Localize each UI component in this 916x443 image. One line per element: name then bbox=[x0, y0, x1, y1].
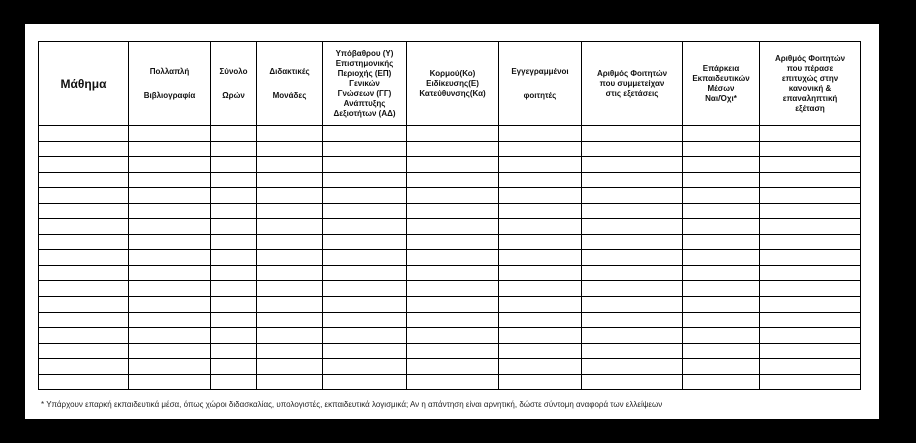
course-data-table bbox=[38, 41, 861, 390]
table-cell[interactable] bbox=[39, 265, 129, 281]
table-cell[interactable] bbox=[407, 328, 499, 344]
header-text: Υπόβαθρου (Υ) bbox=[335, 48, 394, 58]
table-cell[interactable] bbox=[211, 203, 257, 219]
table-row bbox=[39, 297, 861, 313]
table-cell[interactable] bbox=[129, 343, 211, 359]
table-cell[interactable] bbox=[257, 157, 323, 173]
table-cell[interactable] bbox=[407, 126, 499, 142]
table-cell[interactable] bbox=[683, 359, 760, 375]
header-cell bbox=[211, 42, 257, 126]
table-cell[interactable] bbox=[39, 312, 129, 328]
table-cell[interactable] bbox=[257, 328, 323, 344]
table-cell[interactable] bbox=[39, 141, 129, 157]
table-cell[interactable] bbox=[582, 203, 683, 219]
header-cell bbox=[407, 42, 499, 126]
header-row bbox=[39, 42, 861, 126]
table-cell[interactable] bbox=[39, 374, 129, 390]
table-cell[interactable] bbox=[407, 297, 499, 313]
header-text: Επιστημονικής bbox=[335, 58, 394, 68]
table-cell[interactable] bbox=[582, 312, 683, 328]
table-cell[interactable] bbox=[129, 188, 211, 204]
table-cell[interactable] bbox=[760, 281, 861, 297]
table-cell[interactable] bbox=[683, 172, 760, 188]
table-cell[interactable] bbox=[683, 374, 760, 390]
table-cell[interactable] bbox=[257, 141, 323, 157]
table-cell[interactable] bbox=[39, 343, 129, 359]
table-cell[interactable] bbox=[499, 172, 582, 188]
header-cell bbox=[760, 42, 861, 126]
table-cell[interactable] bbox=[323, 157, 407, 173]
header-text: Γενικών bbox=[349, 78, 380, 88]
table-cell[interactable] bbox=[582, 219, 683, 235]
table-cell[interactable] bbox=[39, 188, 129, 204]
table-cell[interactable] bbox=[760, 297, 861, 313]
table-cell[interactable] bbox=[582, 234, 683, 250]
table-cell[interactable] bbox=[39, 297, 129, 313]
table-cell[interactable] bbox=[323, 297, 407, 313]
table-cell[interactable] bbox=[582, 141, 683, 157]
table-row bbox=[39, 359, 861, 375]
table-cell[interactable] bbox=[323, 265, 407, 281]
header-text: Μάθημα bbox=[60, 76, 107, 91]
table-cell[interactable] bbox=[582, 157, 683, 173]
table-cell[interactable] bbox=[211, 126, 257, 142]
table-row bbox=[39, 312, 861, 328]
table-cell[interactable] bbox=[39, 328, 129, 344]
table-cell[interactable] bbox=[499, 297, 582, 313]
table-cell[interactable] bbox=[129, 126, 211, 142]
table-cell[interactable] bbox=[323, 312, 407, 328]
header-text: Διδακτικές bbox=[269, 66, 310, 76]
table-cell[interactable] bbox=[211, 219, 257, 235]
table-cell[interactable] bbox=[499, 203, 582, 219]
table-row bbox=[39, 343, 861, 359]
header-course bbox=[39, 42, 129, 126]
table-cell[interactable] bbox=[499, 374, 582, 390]
table-cell[interactable] bbox=[39, 234, 129, 250]
table-cell[interactable] bbox=[407, 172, 499, 188]
table-cell[interactable] bbox=[129, 312, 211, 328]
table-cell[interactable] bbox=[129, 281, 211, 297]
table-cell[interactable] bbox=[760, 343, 861, 359]
table-cell[interactable] bbox=[323, 281, 407, 297]
header-text: Ειδίκευσης(Ε) bbox=[426, 78, 479, 88]
header-text: Βιβλιογραφία bbox=[143, 90, 196, 100]
table-cell[interactable] bbox=[39, 219, 129, 235]
table-row bbox=[39, 250, 861, 266]
table-cell[interactable] bbox=[129, 250, 211, 266]
table-cell[interactable] bbox=[407, 234, 499, 250]
table-cell[interactable] bbox=[499, 234, 582, 250]
table-cell[interactable] bbox=[582, 343, 683, 359]
table-cell[interactable] bbox=[211, 297, 257, 313]
table-row bbox=[39, 374, 861, 390]
table-cell[interactable] bbox=[211, 374, 257, 390]
table-cell[interactable] bbox=[407, 203, 499, 219]
table-cell[interactable] bbox=[323, 203, 407, 219]
table-cell[interactable] bbox=[407, 219, 499, 235]
table-cell[interactable] bbox=[211, 172, 257, 188]
table-cell[interactable] bbox=[683, 297, 760, 313]
table-cell[interactable] bbox=[39, 157, 129, 173]
table-cell[interactable] bbox=[683, 126, 760, 142]
table-cell[interactable] bbox=[129, 265, 211, 281]
document-page bbox=[25, 24, 879, 419]
table-cell[interactable] bbox=[129, 203, 211, 219]
table-cell[interactable] bbox=[129, 359, 211, 375]
header-cell bbox=[582, 42, 683, 126]
table-cell[interactable] bbox=[760, 157, 861, 173]
table-cell[interactable] bbox=[499, 141, 582, 157]
table-cell[interactable] bbox=[323, 359, 407, 375]
header-cell bbox=[323, 42, 407, 126]
header-text: που πέρασε bbox=[786, 63, 834, 73]
header-text: Αριθμός Φοιτητών bbox=[774, 53, 846, 63]
table-row bbox=[39, 188, 861, 204]
table-cell[interactable] bbox=[129, 172, 211, 188]
table-cell[interactable] bbox=[499, 188, 582, 204]
header-text: Γνώσεων (ΓΓ) bbox=[337, 88, 392, 98]
table-cell[interactable] bbox=[39, 359, 129, 375]
header-text: Σύνολο bbox=[219, 66, 248, 76]
table-cell[interactable] bbox=[407, 343, 499, 359]
header-text: στις εξετάσεις bbox=[605, 88, 659, 98]
table-cell[interactable] bbox=[39, 250, 129, 266]
table-cell[interactable] bbox=[211, 359, 257, 375]
table-cell[interactable] bbox=[683, 234, 760, 250]
table-row bbox=[39, 172, 861, 188]
table-cell[interactable] bbox=[407, 312, 499, 328]
header-text: φοιτητές bbox=[523, 90, 557, 100]
table-cell[interactable] bbox=[582, 359, 683, 375]
table-cell[interactable] bbox=[760, 328, 861, 344]
table-cell[interactable] bbox=[211, 141, 257, 157]
header-text: Επάρκεια bbox=[702, 63, 740, 73]
table-cell[interactable] bbox=[407, 265, 499, 281]
table-cell[interactable] bbox=[499, 359, 582, 375]
table-cell[interactable] bbox=[129, 374, 211, 390]
table-cell[interactable] bbox=[257, 297, 323, 313]
table-cell[interactable] bbox=[499, 281, 582, 297]
table-cell[interactable] bbox=[582, 265, 683, 281]
table-cell[interactable] bbox=[582, 281, 683, 297]
table-cell[interactable] bbox=[323, 219, 407, 235]
table-cell[interactable] bbox=[407, 250, 499, 266]
table-cell[interactable] bbox=[257, 281, 323, 297]
table-cell[interactable] bbox=[499, 328, 582, 344]
table-cell[interactable] bbox=[407, 188, 499, 204]
table-cell[interactable] bbox=[407, 359, 499, 375]
table-cell[interactable] bbox=[760, 188, 861, 204]
table-cell[interactable] bbox=[323, 374, 407, 390]
table-cell[interactable] bbox=[211, 343, 257, 359]
table-cell[interactable] bbox=[129, 141, 211, 157]
table-cell[interactable] bbox=[499, 265, 582, 281]
table-row bbox=[39, 328, 861, 344]
table-row bbox=[39, 126, 861, 142]
table-cell[interactable] bbox=[323, 172, 407, 188]
table-cell[interactable] bbox=[257, 343, 323, 359]
table-cell[interactable] bbox=[683, 188, 760, 204]
table-cell[interactable] bbox=[683, 328, 760, 344]
table-cell[interactable] bbox=[323, 188, 407, 204]
header-text: Ναι/Όχι* bbox=[705, 93, 737, 103]
table-cell[interactable] bbox=[760, 141, 861, 157]
table-cell[interactable] bbox=[39, 203, 129, 219]
header-text: Κατεύθυνσης(Κα) bbox=[419, 88, 486, 98]
table-cell[interactable] bbox=[499, 126, 582, 142]
table-cell[interactable] bbox=[211, 234, 257, 250]
table-cell[interactable] bbox=[760, 250, 861, 266]
table-cell[interactable] bbox=[129, 157, 211, 173]
header-text: Κορμού(Κο) bbox=[429, 68, 476, 78]
table-cell[interactable] bbox=[211, 188, 257, 204]
header-text: Μονάδες bbox=[272, 90, 307, 100]
table-cell[interactable] bbox=[211, 265, 257, 281]
table-cell[interactable] bbox=[582, 297, 683, 313]
header-text: επαναληπτική bbox=[782, 93, 838, 103]
table-cell[interactable] bbox=[683, 281, 760, 297]
table-cell[interactable] bbox=[407, 374, 499, 390]
header-cell bbox=[129, 42, 211, 126]
table-cell[interactable] bbox=[499, 312, 582, 328]
table-cell[interactable] bbox=[257, 203, 323, 219]
table-cell[interactable] bbox=[129, 219, 211, 235]
table-cell[interactable] bbox=[39, 172, 129, 188]
table-cell[interactable] bbox=[760, 126, 861, 142]
table-cell[interactable] bbox=[211, 157, 257, 173]
table-cell[interactable] bbox=[211, 312, 257, 328]
table-cell[interactable] bbox=[760, 234, 861, 250]
header-text: Περιοχής (ΕΠ) bbox=[337, 68, 392, 78]
table-cell[interactable] bbox=[257, 188, 323, 204]
table-row bbox=[39, 281, 861, 297]
table-cell[interactable] bbox=[683, 203, 760, 219]
table-cell[interactable] bbox=[582, 188, 683, 204]
header-text: Ανάπτυξης bbox=[343, 98, 386, 108]
table-cell[interactable] bbox=[257, 250, 323, 266]
table-cell[interactable] bbox=[257, 359, 323, 375]
table-cell[interactable] bbox=[499, 219, 582, 235]
table-row bbox=[39, 219, 861, 235]
table-row bbox=[39, 265, 861, 281]
table-cell[interactable] bbox=[683, 343, 760, 359]
header-text: εξέταση bbox=[795, 103, 825, 113]
table-cell[interactable] bbox=[407, 141, 499, 157]
table-row bbox=[39, 234, 861, 250]
table-cell[interactable] bbox=[129, 234, 211, 250]
table-cell[interactable] bbox=[39, 126, 129, 142]
table-cell[interactable] bbox=[257, 172, 323, 188]
header-text: Ωρών bbox=[222, 90, 245, 100]
header-cell bbox=[683, 42, 760, 126]
table-cell[interactable] bbox=[760, 265, 861, 281]
table-cell[interactable] bbox=[760, 374, 861, 390]
table-cell[interactable] bbox=[760, 219, 861, 235]
table-cell[interactable] bbox=[760, 312, 861, 328]
table-cell[interactable] bbox=[407, 157, 499, 173]
table-cell[interactable] bbox=[499, 157, 582, 173]
table-cell[interactable] bbox=[760, 172, 861, 188]
footnote: * Υπάρχουν επαρκή εκπαιδευτικά μέσα, όπως χώροι διδασκαλίας, υπολογιστές, εκπαιδευτικά λογισμικά; Αν η απάντηση είναι αρνητική, δώστε σύντομη αναφορά των ελλείψεων bbox=[41, 400, 663, 409]
header-text: Εγγεγραμμένοι bbox=[511, 66, 569, 76]
table-cell[interactable] bbox=[129, 297, 211, 313]
table-cell[interactable] bbox=[582, 328, 683, 344]
table-cell[interactable] bbox=[39, 281, 129, 297]
table-cell[interactable] bbox=[582, 126, 683, 142]
header-text: Δεξιοτήτων (ΑΔ) bbox=[333, 108, 396, 118]
table-cell[interactable] bbox=[499, 250, 582, 266]
table-cell[interactable] bbox=[257, 219, 323, 235]
header-text: Μέσων bbox=[707, 83, 735, 93]
table-cell[interactable] bbox=[407, 281, 499, 297]
table-cell[interactable] bbox=[582, 374, 683, 390]
header-text: Εκπαιδευτικών bbox=[692, 73, 750, 83]
table-cell[interactable] bbox=[760, 359, 861, 375]
table-cell[interactable] bbox=[323, 250, 407, 266]
table-cell[interactable] bbox=[211, 281, 257, 297]
table-cell[interactable] bbox=[683, 219, 760, 235]
header-text: κανονική & bbox=[788, 83, 832, 93]
table-cell[interactable] bbox=[683, 141, 760, 157]
table-cell[interactable] bbox=[257, 265, 323, 281]
table-cell[interactable] bbox=[211, 328, 257, 344]
table-cell[interactable] bbox=[582, 172, 683, 188]
header-text: που συμμετείχαν bbox=[599, 78, 665, 88]
table-cell[interactable] bbox=[257, 126, 323, 142]
table-cell[interactable] bbox=[129, 328, 211, 344]
table-cell[interactable] bbox=[323, 234, 407, 250]
header-cell bbox=[257, 42, 323, 126]
table-body bbox=[39, 126, 861, 390]
table-cell[interactable] bbox=[257, 234, 323, 250]
table-row bbox=[39, 203, 861, 219]
table-cell[interactable] bbox=[683, 312, 760, 328]
table-row bbox=[39, 141, 861, 157]
table-cell[interactable] bbox=[323, 328, 407, 344]
table-cell[interactable] bbox=[211, 250, 257, 266]
table-cell[interactable] bbox=[257, 312, 323, 328]
table-cell[interactable] bbox=[683, 265, 760, 281]
header-cell bbox=[499, 42, 582, 126]
table-cell[interactable] bbox=[257, 374, 323, 390]
table-cell[interactable] bbox=[323, 126, 407, 142]
table-cell[interactable] bbox=[582, 250, 683, 266]
table-cell[interactable] bbox=[683, 157, 760, 173]
table-row bbox=[39, 157, 861, 173]
table-cell[interactable] bbox=[683, 250, 760, 266]
table-cell[interactable] bbox=[499, 343, 582, 359]
table-cell[interactable] bbox=[323, 141, 407, 157]
table-cell[interactable] bbox=[323, 343, 407, 359]
table-cell[interactable] bbox=[760, 203, 861, 219]
header-text: Πολλαπλή bbox=[149, 66, 190, 76]
header-text: Αριθμός Φοιτητών bbox=[596, 68, 668, 78]
header-text: επιτυχώς στην bbox=[781, 73, 839, 83]
